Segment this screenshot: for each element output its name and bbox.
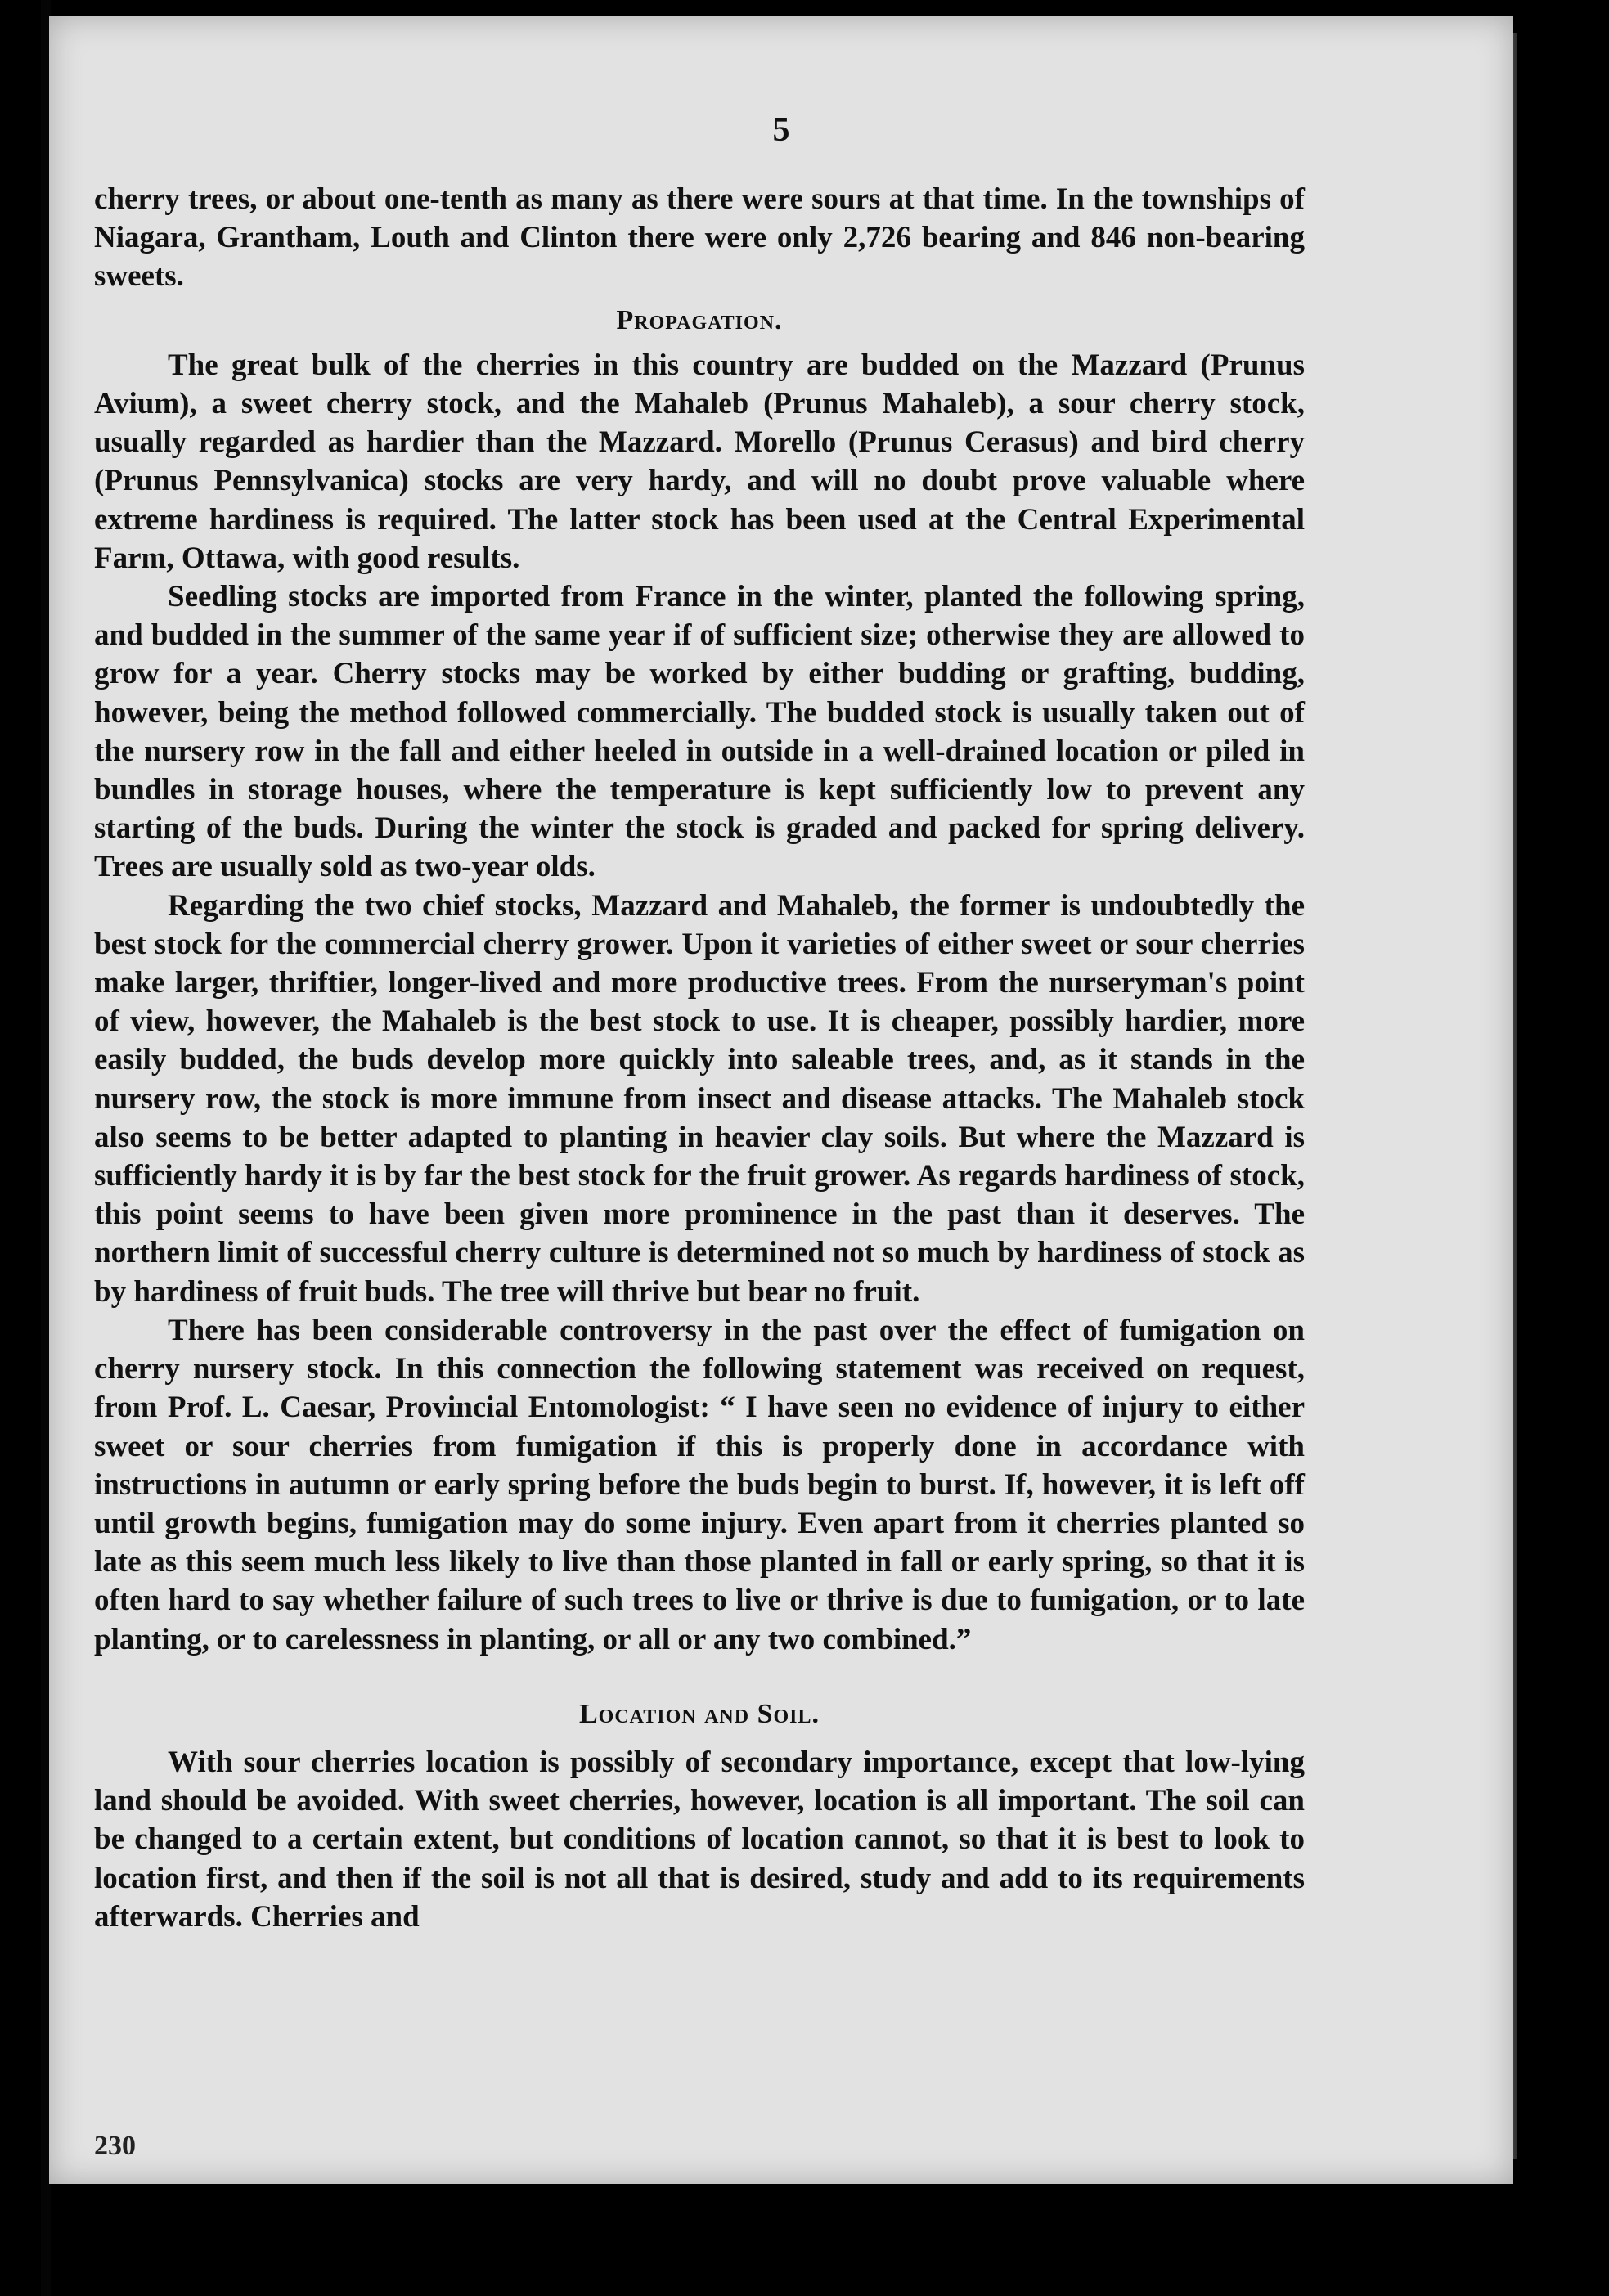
paragraph-location: With sour cherries location is possibly of secondary importance, except that low-lying land should be avoided. With sweet cherries, however, location is all important. The soil can be changed to a certain extent, but conditions of location cannot, so that it is best to look to location first, and then if the soil is not all that is desired, study and add to its requirements afterwards. Cherries and xyxy=(94,1745,1305,1934)
page-number: 5 xyxy=(772,111,790,149)
paragraph-stocks: The great bulk of the cherries in this country are budded on the Mazzard (Prunus Avium), a sweet cherry stock, and the Mahaleb (Prunus Mahaleb), a sour cherry stock, usually regarded as hardier than the Mazzard. Morello (Prunus Cerasus) and bird cherry (Prunus Pennsylvanica) stocks are very hardy, and will no doubt prove valuable where extreme hardiness is required. The latter stock has been used at the Central Experimental Farm, Ottawa, with good results. xyxy=(94,348,1305,575)
paragraph-mazzard-mahaleb: Regarding the two chief stocks, Mazzard and Mahaleb, the former is undoubtedly the best stock for the commercial cherry grower. Upon it varieties of either sweet or sour cherries make larger, thriftier, longer-lived and more productive trees. From the nurseryman's point of view, however, the Mahaleb is the best stock to use. It is cheaper, possibly hardier, more easily budded, the buds develop more quickly into saleable trees, and, as it stands in the nursery row, the stock is more immune from insect and disease attacks. The Mahaleb stock also seems to be better adapted to planting in heavier clay soils. But where the Mazzard is sufficiently hardy it is by far the best stock for the fruit grower. As regards hardiness of stock, this point seems to have been given more prominence in the past than it deserves. The northern limit of successful cherry culture is determined not so much by hardiness of stock as by hardiness of fruit buds. The tree will thrive but bear no fruit. xyxy=(94,888,1305,1309)
scan-shadow xyxy=(573,2192,1554,2296)
heading-propagation: Propagation. xyxy=(616,304,783,335)
footer-page-number: 230 xyxy=(94,2131,136,2161)
document-page xyxy=(49,16,1513,2184)
paragraph-seedling-stocks: Seedling stocks are imported from France in the winter, planted the following spring, and budded in the summer of the same year if of sufficient size; otherwise they are allowed to grow for a year. Cherry stocks may be worked by either budding or grafting, budding, however, being the method followed commercially. The budded stock is usually taken out of the nursery row in the fall and either heeled in outside in a well-drained location or piled in bundles in storage houses, where the temperature is kept sufficiently low to prevent any starting of the buds. During the winter the stock is graded and packed for spring delivery. Trees are usually sold as two-year olds. xyxy=(94,580,1305,884)
paragraph-fumigation: There has been considerable controversy in the past over the effect of fumigation on cherry nursery stock. In this connection the following statement was received on request, from Prof. L. Caesar, Provincial Entomologist: “ I have seen no evidence of injury to either sweet or sour cherries from fumigation if this is properly done in accordance with instructions in autumn or early spring before the buds begin to burst. If, however, it is left off until growth begins, fumigation may do some injury. Even apart from it cherries planted so late as this seem much less likely to live than those planted in fall or early spring, so that it is often hard to say whether failure of such trees to live or thrive is due to fumigation, or to late planting, or to carelessness in planting, or all or any two combined.” xyxy=(94,1313,1305,1656)
intro-paragraph: cherry trees, or about one-tenth as many as there were sours at that time. In the townships of Niagara, Grantham, Louth and Clinton there were only 2,726 bearing and 846 non-bearing sweets. xyxy=(94,182,1305,294)
heading-location-soil: Location and Soil. xyxy=(579,1698,820,1729)
body-text xyxy=(94,180,1305,1936)
